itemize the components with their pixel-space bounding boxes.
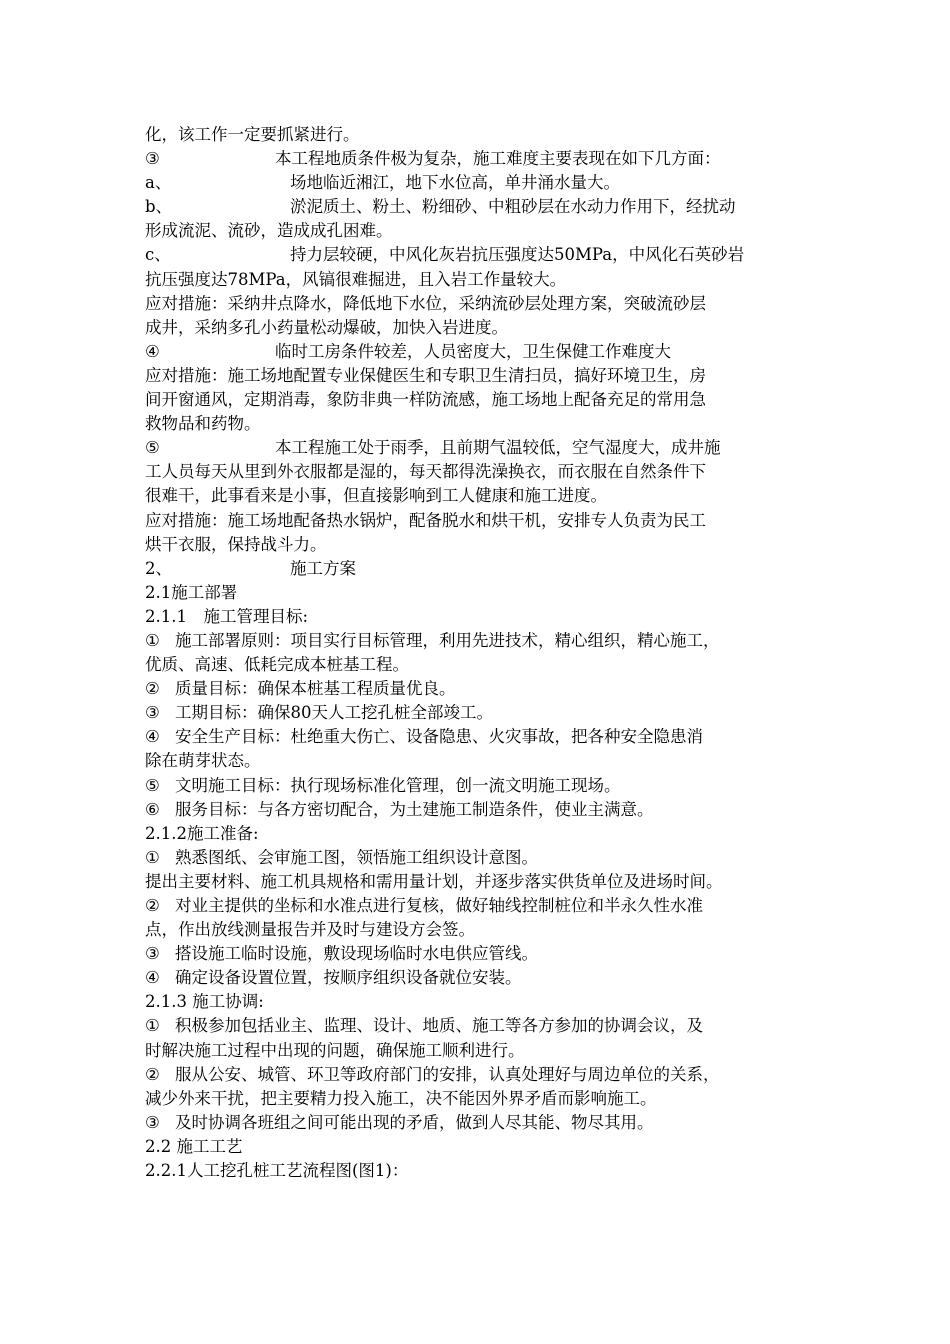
list-marker: ⑥ bbox=[145, 799, 160, 819]
line-text: 施工部署原则：项目实行目标管理，利用先进技术，精心组织，精心施工， bbox=[175, 630, 720, 650]
text-line bbox=[145, 870, 810, 894]
list-marker: c、 bbox=[145, 245, 171, 265]
list-marker: ④ bbox=[145, 968, 160, 988]
line-text: 2.1.1 施工管理目标: bbox=[145, 606, 309, 626]
line-text: 安全生产目标：杜绝重大伤亡、设备隐患、火灾事故，把各种安全隐患消 bbox=[175, 727, 703, 747]
text-line bbox=[145, 316, 810, 340]
line-text: 积极参加包括业主、监理、设计、地质、施工等各方参加的协调会议，及 bbox=[175, 1016, 703, 1036]
text-line bbox=[145, 195, 810, 219]
text-line bbox=[145, 942, 810, 966]
text-line bbox=[145, 388, 810, 412]
line-text: 2.2 施工工艺 bbox=[145, 1136, 243, 1156]
text-line bbox=[145, 1014, 810, 1038]
line-text: 施工方案 bbox=[290, 558, 356, 578]
list-marker: b、 bbox=[145, 197, 173, 217]
line-text: 工人员每天从里到外衣服都是湿的，每天都得洗澡换衣，而衣服在自然条件下 bbox=[145, 462, 706, 482]
line-text: 应对措施：施工场地配置专业保健医生和专职卫生清扫员，搞好环境卫生，房 bbox=[145, 365, 706, 385]
text-line bbox=[145, 725, 810, 749]
list-marker: 2、 bbox=[145, 558, 172, 578]
text-line bbox=[145, 653, 810, 677]
line-text: 优质、高速、低耗完成本桩基工程。 bbox=[145, 655, 409, 675]
list-marker: ③ bbox=[145, 703, 160, 723]
list-marker: ⑤ bbox=[145, 775, 160, 795]
line-text: 点，作出放线测量报告并及时与建设方会签。 bbox=[145, 920, 475, 940]
text-line bbox=[145, 894, 810, 918]
list-marker: ① bbox=[145, 847, 160, 867]
text-line bbox=[145, 581, 810, 605]
list-marker: ① bbox=[145, 630, 160, 650]
line-text: 本工程地质条件极为复杂，施工难度主要表现在如下几方面： bbox=[275, 149, 721, 169]
text-line bbox=[145, 1063, 810, 1087]
document-body bbox=[145, 123, 810, 1183]
text-line bbox=[145, 268, 810, 292]
text-line bbox=[145, 460, 810, 484]
line-text: 服务目标：与各方密切配合，为土建施工制造条件，使业主满意。 bbox=[175, 799, 654, 819]
text-line bbox=[145, 774, 810, 798]
text-line bbox=[145, 749, 810, 773]
text-line bbox=[145, 990, 810, 1014]
text-line bbox=[145, 605, 810, 629]
text-line bbox=[145, 123, 810, 147]
line-text: 临时工房条件较差，人员密度大，卫生保健工作难度大 bbox=[275, 341, 671, 361]
text-line bbox=[145, 340, 810, 364]
line-text: 2.2.1人工挖孔桩工艺流程图(图1)： bbox=[145, 1161, 409, 1181]
line-text: 很难干，此事看来是小事，但直接影响到工人健康和施工进度。 bbox=[145, 486, 607, 506]
line-text: 及时协调各班组之间可能出现的矛盾，做到人尽其能、物尽其用。 bbox=[175, 1112, 654, 1132]
line-text: 化，该工作一定要抓紧进行。 bbox=[145, 125, 360, 144]
line-text: 时解决施工过程中出现的问题，确保施工顺利进行。 bbox=[145, 1040, 525, 1060]
text-line bbox=[145, 292, 810, 316]
line-text: 除在萌芽状态。 bbox=[145, 751, 261, 771]
line-text: 应对措施：采纳井点降水，降低地下水位，采纳流砂层处理方案，突破流砂层 bbox=[145, 293, 706, 313]
text-line bbox=[145, 1159, 810, 1183]
line-text: 服从公安、城管、环卫等政府部门的安排，认真处理好与周边单位的关系， bbox=[175, 1064, 720, 1084]
text-line bbox=[145, 918, 810, 942]
text-line bbox=[145, 557, 810, 581]
text-line bbox=[145, 484, 810, 508]
text-line bbox=[145, 147, 810, 171]
line-text: 持力层较硬，中风化灰岩抗压强度达50MPa，中风化石英砂岩 bbox=[290, 245, 745, 265]
line-text: 搭设施工临时设施，敷设现场临时水电供应管线。 bbox=[175, 944, 538, 964]
list-marker: ② bbox=[145, 1064, 160, 1084]
text-line bbox=[145, 701, 810, 725]
line-text: 间开窗通风，定期消毒，象防非典一样防流感，施工场地上配备充足的常用急 bbox=[145, 390, 706, 410]
list-marker: ④ bbox=[145, 727, 160, 747]
text-line bbox=[145, 509, 810, 533]
list-marker: ② bbox=[145, 679, 160, 699]
text-line bbox=[145, 533, 810, 557]
line-text: 减少外来干扰，把主要精力投入施工，决不能因外界矛盾而影响施工。 bbox=[145, 1088, 657, 1108]
text-line bbox=[145, 1135, 810, 1159]
text-line bbox=[145, 1087, 810, 1111]
text-line bbox=[145, 364, 810, 388]
text-line bbox=[145, 412, 810, 436]
text-line bbox=[145, 677, 810, 701]
line-text: 形成流泥、流砂，造成成孔困难。 bbox=[145, 221, 393, 241]
line-text: 对业主提供的坐标和水准点进行复核，做好轴线控制桩位和半永久性水准 bbox=[175, 896, 703, 915]
text-line bbox=[145, 243, 810, 267]
list-marker: ③ bbox=[145, 149, 160, 169]
list-marker: a、 bbox=[145, 173, 172, 193]
text-line bbox=[145, 629, 810, 653]
list-marker: ⑤ bbox=[145, 438, 160, 458]
line-text: 2.1施工部署 bbox=[145, 582, 238, 602]
text-line bbox=[145, 822, 810, 846]
text-line bbox=[145, 1039, 810, 1063]
line-text: 熟悉图纸、会审施工图，领悟施工组织设计意图。 bbox=[175, 847, 538, 867]
line-text: 文明施工目标：执行现场标准化管理，创一流文明施工现场。 bbox=[175, 775, 621, 795]
list-marker: ① bbox=[145, 1016, 160, 1036]
text-line bbox=[145, 1111, 810, 1135]
list-marker: ③ bbox=[145, 944, 160, 964]
list-marker: ② bbox=[145, 896, 160, 915]
line-text: 工期目标：确保80天人工挖孔桩全部竣工。 bbox=[175, 703, 493, 723]
text-line bbox=[145, 798, 810, 822]
list-marker: ③ bbox=[145, 1112, 160, 1132]
line-text: 淤泥质土、粉土、粉细砂、中粗砂层在水动力作用下，经扰动 bbox=[290, 197, 736, 217]
text-line bbox=[145, 846, 810, 870]
text-line bbox=[145, 966, 810, 990]
line-text: 应对措施：施工场地配备热水锅炉，配备脱水和烘干机，安排专人负责为民工 bbox=[145, 510, 706, 530]
text-line bbox=[145, 436, 810, 460]
text-line bbox=[145, 171, 810, 195]
line-text: 抗压强度达78MPa，风镐很难掘进，且入岩工作量较大。 bbox=[145, 269, 567, 289]
line-text: 场地临近湘江，地下水位高，单井涌水量大。 bbox=[290, 173, 620, 193]
list-marker: ④ bbox=[145, 341, 160, 361]
line-text: 质量目标：确保本桩基工程质量优良。 bbox=[175, 679, 456, 699]
line-text: 2.1.3 施工协调: bbox=[145, 992, 264, 1012]
line-text: 救物品和药物。 bbox=[145, 414, 261, 434]
line-text: 成井，采纳多孔小药量松动爆破，加快入岩进度。 bbox=[145, 317, 508, 337]
line-text: 提出主要材料、施工机具规格和需用量计划，并逐步落实供货单位及进场时间。 bbox=[145, 871, 723, 891]
text-line bbox=[145, 219, 810, 243]
line-text: 本工程施工处于雨季，且前期气温较低，空气湿度大，成井施 bbox=[275, 438, 721, 458]
line-text: 确定设备设置位置，按顺序组织设备就位安装。 bbox=[175, 968, 522, 988]
line-text: 2.1.2施工准备: bbox=[145, 823, 259, 843]
line-text: 烘干衣服，保持战斗力。 bbox=[145, 534, 327, 554]
